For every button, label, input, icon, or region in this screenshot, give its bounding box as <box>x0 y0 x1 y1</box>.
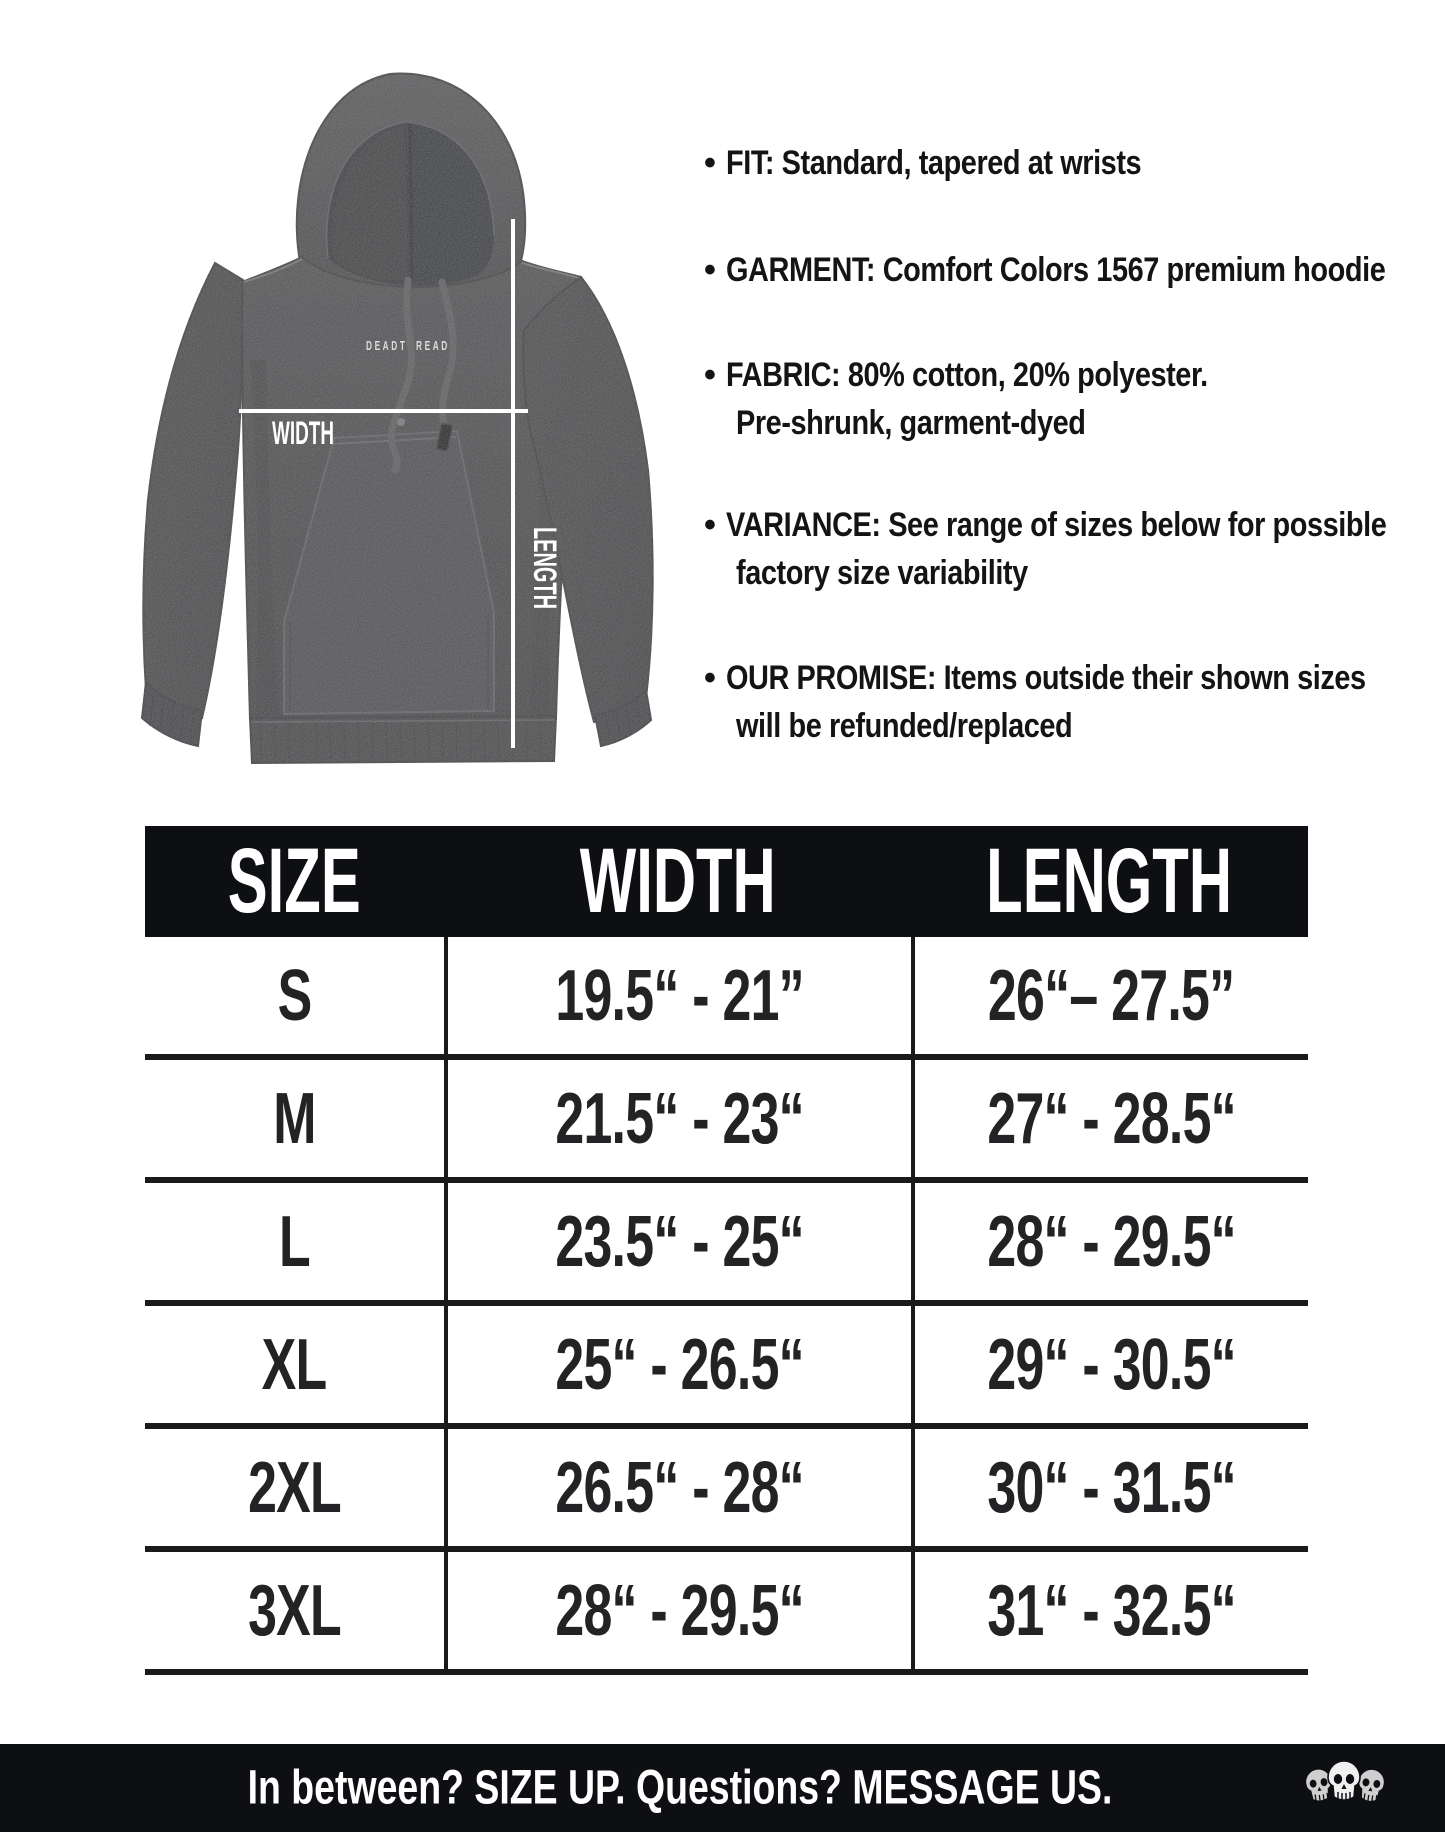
brand-text: DEADTHREADS <box>366 338 458 353</box>
size-chart-table <box>145 826 1308 1675</box>
size-cell: XL <box>262 1324 327 1405</box>
size-cell: 3XL <box>248 1570 341 1651</box>
table-header-row <box>145 826 1308 937</box>
hoodie-garment <box>142 74 653 763</box>
size-cell: L <box>279 1201 310 1282</box>
hem-band <box>250 716 556 763</box>
detail-item-promise <box>704 654 1445 750</box>
detail-text: FABRIC: 80% cotton, 20% polyester. <box>726 356 1208 394</box>
detail-text: Pre-shrunk, garment-dyed <box>736 404 1086 442</box>
width-cell: 23.5“ - 25“ <box>444 1183 911 1300</box>
length-cell: 28“ - 29.5“ <box>911 1183 1308 1300</box>
detail-item-fabric <box>704 351 1293 447</box>
size-cell: S <box>277 955 312 1036</box>
hoodie-figure-image <box>110 30 670 770</box>
bullet-icon: • <box>704 144 716 182</box>
width-cell: 19.5“ - 21” <box>444 937 911 1054</box>
width-cell: 28“ - 29.5“ <box>444 1552 911 1669</box>
length-label: LENGTH <box>527 527 563 659</box>
detail-item-garment <box>704 246 1445 294</box>
footer-message: In between? SIZE UP. Questions? MESSAGE US. <box>247 1761 1113 1815</box>
detail-text: will be refunded/replaced <box>736 707 1073 745</box>
length-cell: 29“ - 30.5“ <box>911 1306 1308 1423</box>
skull-center <box>1328 1761 1360 1802</box>
table-row <box>145 1306 1308 1429</box>
three-skulls-icon <box>1300 1756 1388 1820</box>
length-cell: 30“ - 31.5“ <box>911 1429 1308 1546</box>
size-cell: 2XL <box>248 1447 341 1528</box>
detail-item-variance <box>704 501 1445 597</box>
width-label: WIDTH <box>272 415 334 451</box>
detail-text: GARMENT: Comfort Colors 1567 premium hoodie <box>726 251 1386 289</box>
bullet-icon: • <box>704 506 716 544</box>
length-cell: 31“ - 32.5“ <box>911 1552 1308 1669</box>
table-row <box>145 937 1308 1060</box>
length-cell: 26“– 27.5” <box>911 937 1308 1054</box>
detail-item-fit <box>704 139 1214 187</box>
header-cell-length: LENGTH <box>986 830 1233 932</box>
header-cell-size: SIZE <box>228 830 361 932</box>
detail-text: VARIANCE: See range of sizes below for possible <box>726 506 1387 544</box>
table-row <box>145 1552 1308 1675</box>
bullet-icon: • <box>704 356 716 394</box>
hoodie-figure <box>110 30 670 770</box>
table-row <box>145 1429 1308 1552</box>
table-row <box>145 1060 1308 1183</box>
left-sleeve <box>143 263 243 718</box>
skull-right <box>1356 1767 1386 1803</box>
header-cell-width: WIDTH <box>579 830 776 932</box>
width-cell: 25“ - 26.5“ <box>444 1306 911 1423</box>
detail-text: OUR PROMISE: Items outside their shown sizes <box>726 659 1366 697</box>
width-cell: 21.5“ - 23“ <box>444 1060 911 1177</box>
table-row <box>145 1183 1308 1306</box>
detail-text: factory size variability <box>736 554 1028 592</box>
detail-text: FIT: Standard, tapered at wrists <box>726 144 1142 182</box>
size-cell: M <box>273 1078 316 1159</box>
width-cell: 26.5“ - 28“ <box>444 1429 911 1546</box>
length-cell: 27“ - 28.5“ <box>911 1060 1308 1177</box>
footer-bar <box>0 1744 1445 1832</box>
bullet-icon: • <box>704 251 716 289</box>
bullet-icon: • <box>704 659 716 697</box>
